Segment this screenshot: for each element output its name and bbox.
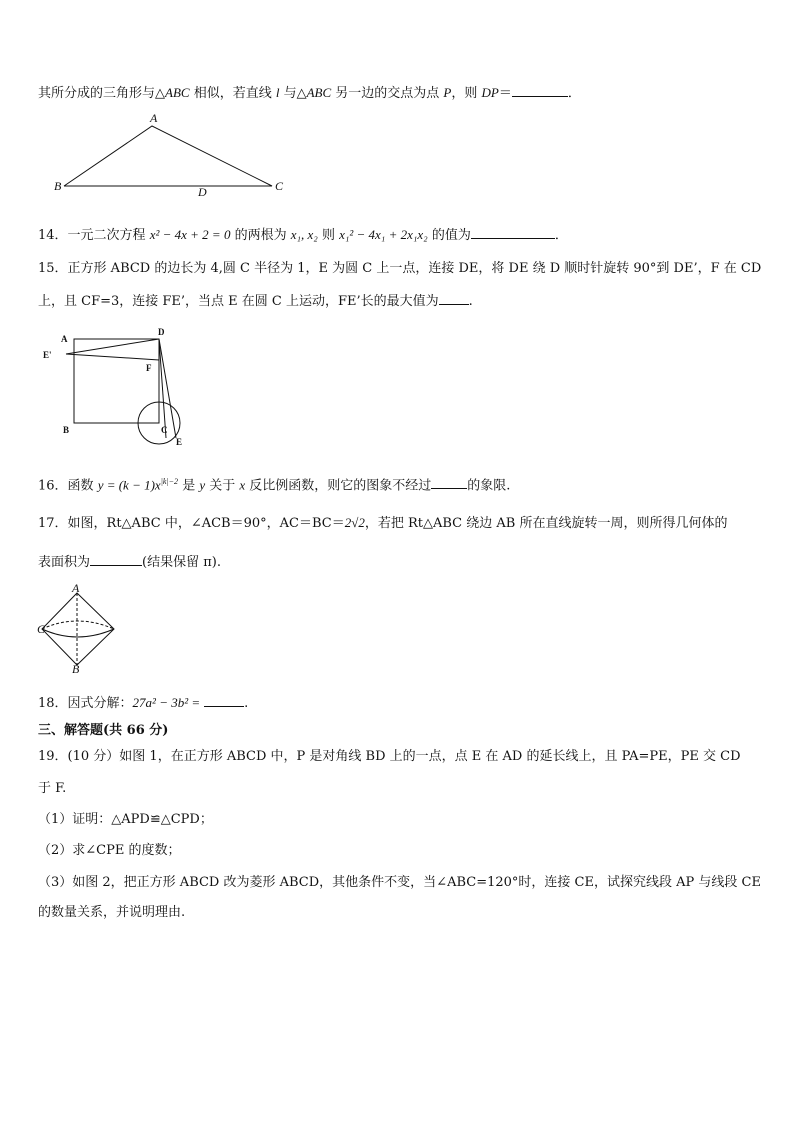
- rhombus-outline: [42, 593, 114, 665]
- q19-part3b: 的数量关系，并说明理由.: [38, 905, 186, 920]
- q14-d: 的值为: [427, 228, 471, 243]
- label-b: B: [63, 425, 70, 435]
- q14-expression: x₁² − 4x₁ + 2x₁x₂: [339, 227, 428, 242]
- q18-text: [38, 692, 248, 713]
- q16-c: 关于: [205, 478, 240, 494]
- q14-c: 则: [317, 228, 340, 243]
- q18-expression: 27a² − 3b² =: [132, 695, 201, 710]
- label-d: D: [158, 327, 165, 337]
- q19-part2: （2）求∠CPE 的度数；: [38, 843, 181, 858]
- q16-function: y = (k − 1)x: [97, 477, 161, 493]
- section-heading: 三、解答题(共 66 分): [38, 723, 169, 738]
- q14-roots: x₁, x₂: [290, 227, 318, 242]
- label-b: B: [72, 662, 80, 676]
- label-e: E: [176, 437, 183, 447]
- label-f: F: [146, 363, 152, 373]
- q16-b: 是: [178, 478, 200, 494]
- q13-dp: DP: [481, 85, 499, 100]
- q17-line2b: (结果保留 π).: [142, 555, 221, 570]
- q17-line1a: 17．如图，Rt△ABC 中，∠ACB＝90°，AC＝BC＝: [38, 516, 345, 531]
- q15-line2a: 上，且 CF=3，连接 FE’，当点 E 在圆 C 上运动，FE’长的最大值为: [38, 294, 439, 309]
- label-e-prime: E': [43, 350, 52, 360]
- label-c: C: [161, 425, 168, 435]
- label-a: A: [150, 111, 158, 125]
- q18-end: .: [244, 696, 249, 711]
- q13-end: ．: [567, 86, 581, 101]
- label-c: C: [275, 179, 284, 193]
- q13-p: P: [443, 85, 452, 100]
- q13-text-a: 其所分成的三角形与△: [38, 86, 165, 101]
- q19-part1: （1）证明：△APD≌△CPD；: [38, 812, 213, 827]
- q15-line1: 15．正方形 ABCD 的边长为 4,圆 C 半径为 1，E 为圆 C 上一点，连接 DE，将 DE 绕 D 顺时针旋转 90°到 DE’，F 在 CD: [38, 261, 762, 276]
- front-ellipse-arc: [42, 629, 114, 637]
- label-b: B: [54, 179, 62, 193]
- q17-line2a: 表面积为: [38, 555, 91, 570]
- q13-l: l: [275, 85, 280, 100]
- q13-text-d: 另一边的交点为点: [331, 86, 444, 101]
- q17-line1b: ，若把 Rt△ABC 绕边 AB 所在直线旋转一周，则所得几何体的: [364, 516, 728, 531]
- q19-part3a: （3）如图 2，把正方形 ABCD 改为菱形 ABCD，其他条件不变，当∠ABC=120°时，连接 CE，试探究线段 AP 与线段 CE: [38, 875, 761, 890]
- label-a: A: [61, 334, 68, 344]
- q16-a: 16．函数: [38, 478, 98, 494]
- q15-line2b: .: [468, 294, 473, 309]
- q18-answer-blank[interactable]: [204, 692, 244, 707]
- q14-end: ．: [554, 228, 568, 243]
- q13-text-e: ，则: [451, 86, 482, 101]
- label-a: A: [72, 581, 80, 595]
- q14-equation: x² − 4x + 2 = 0: [149, 227, 231, 242]
- q16-e: 的象限.: [467, 478, 511, 494]
- q14-b: 的两根为: [230, 228, 291, 243]
- q16-x: x: [239, 477, 246, 493]
- q13-abc1: ABC: [165, 85, 190, 100]
- q19-line2: 于 F.: [38, 781, 67, 796]
- q14-a: 一元二次方程: [67, 228, 150, 243]
- q16-y: y: [199, 477, 206, 493]
- q13-text-f: ＝: [498, 86, 512, 101]
- q13-abc2: ABC: [306, 85, 332, 100]
- q14-num: 14．: [38, 228, 68, 243]
- q16-d: 反比例函数，则它的图象不经过: [245, 478, 432, 494]
- label-c: C: [37, 622, 46, 636]
- label-d: D: [198, 185, 207, 199]
- q18-a: 18．因式分解：: [38, 696, 133, 711]
- back-ellipse-arc: [42, 621, 114, 629]
- q13-text-b: 相似，若直线: [189, 86, 276, 101]
- q16-exponent: |k|−2: [160, 477, 179, 486]
- q17-root: 2√2: [344, 515, 365, 530]
- q19-line1: 19．(10 分）如图 1，在正方形 ABCD 中，P 是对角线 BD 上的一点，点 E 在 AD 的延长线上，且 PA=PE，PE 交 CD: [38, 749, 741, 764]
- q13-text-c: 与△: [279, 86, 307, 101]
